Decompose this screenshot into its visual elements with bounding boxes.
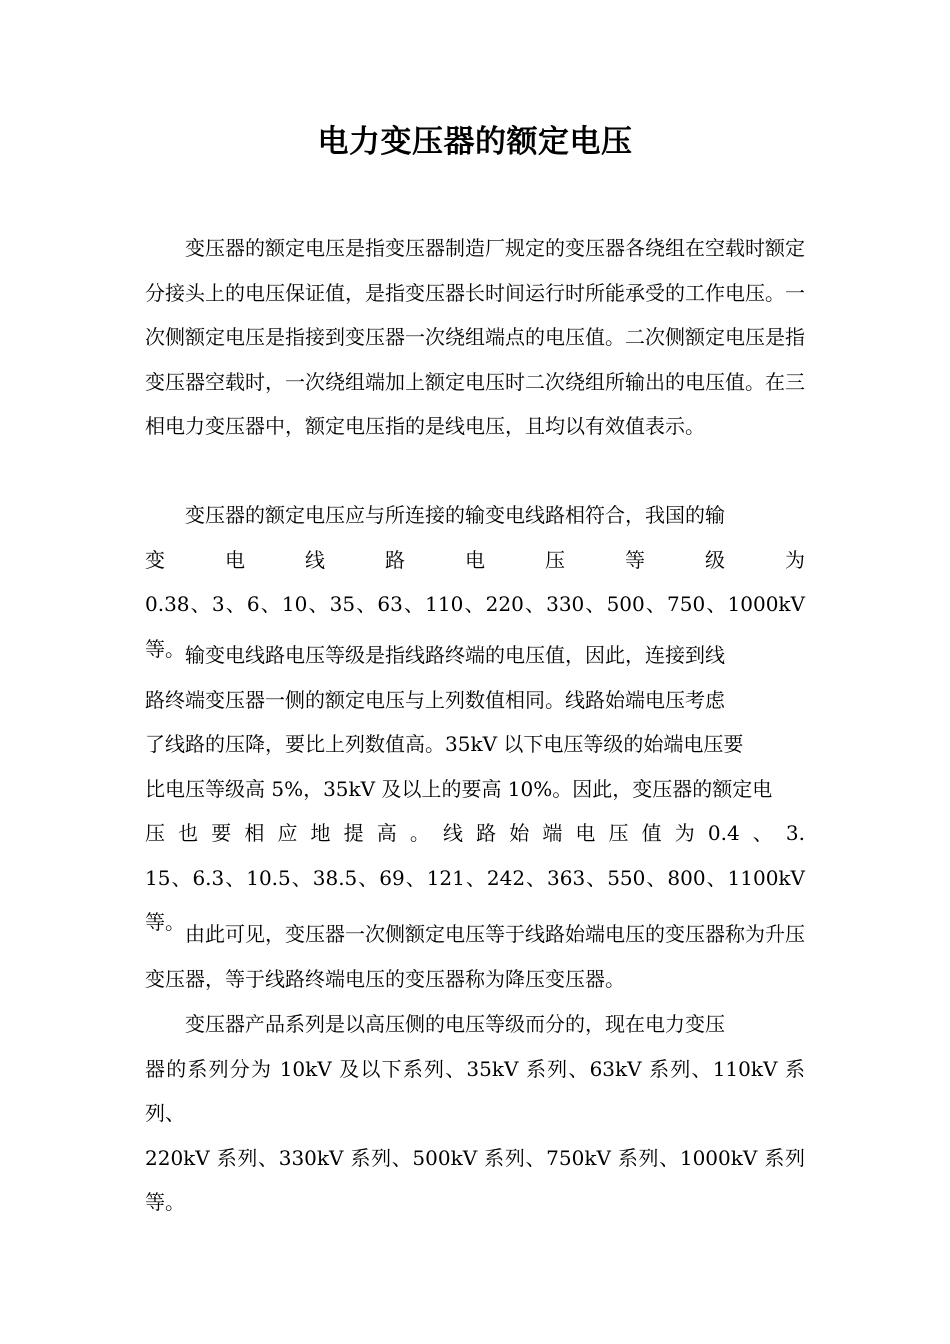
spread-char: 电 <box>575 821 596 845</box>
spread-char: 级 <box>705 547 725 572</box>
paragraph-line: 输变电线路电压等级是指线路终端的电压值，因此，连接到线 <box>185 643 725 667</box>
spread-char: 线 <box>305 547 325 572</box>
paragraph-spread-line <box>145 538 805 583</box>
spread-char: 为 <box>674 821 695 845</box>
spread-char: 为 <box>785 547 805 572</box>
spread-char: 。 <box>409 821 430 845</box>
paragraph-step-up-step-down: 由此可见，变压器一次侧额定电压等于线路始端电压的变压器称为升压变压器，等于线路终端电压的变压器称为降压变压器。 <box>145 922 805 991</box>
spread-char: 压 <box>145 821 165 845</box>
spread-char: 值 <box>641 821 662 845</box>
spread-char: 始 <box>509 821 530 845</box>
spread-char: 地 <box>310 821 331 845</box>
spread-char: 应 <box>277 821 298 845</box>
spread-char: 0.4 <box>707 821 740 845</box>
spread-char: 3. <box>785 821 805 845</box>
paragraph-line: 变压器产品系列是以高压侧的电压等级而分的，现在电力变压 <box>185 1012 725 1036</box>
spread-char: 变 <box>145 547 165 572</box>
spread-char: 压 <box>545 547 565 572</box>
paragraph-line: 变压器的额定电压应与所连接的输变电线路相符合，我国的输 <box>185 503 725 527</box>
paragraph-spread-line <box>145 811 805 856</box>
paragraph-line: 路终端变压器一侧的额定电压与上列数值相同。线路始端电压考虑 <box>145 687 725 712</box>
paragraph-line: 220kV 系列、330kV 系列、500kV 系列、750kV 系列、1000kV 系列等。 <box>145 1145 805 1214</box>
paragraph-line-voltage-levels <box>145 633 805 945</box>
paragraph-line: 0.38、3、6、10、35、63、110、220、330、500、750、1000kV 等。 <box>145 592 805 661</box>
spread-char: 压 <box>608 821 629 845</box>
spread-char: 电 <box>465 547 485 572</box>
spread-char: 提 <box>343 821 364 845</box>
spread-char: 要 <box>211 821 232 845</box>
spread-char: 路 <box>476 821 497 845</box>
spread-char: 也 <box>178 821 199 845</box>
paragraph-line: 15、6.3、10.5、38.5、69、121、242、363、550、800、1100kV 等。 <box>145 865 805 934</box>
paragraph-product-series <box>145 1002 805 1225</box>
paragraph-line: 比电压等级高 5%，35kV 及以上的要高 10%。因此，变压器的额定电 <box>145 776 773 801</box>
spread-char: 高 <box>376 821 397 845</box>
spread-char: 、 <box>752 821 773 845</box>
paragraph-line: 了线路的压降，要比上列数值高。35kV 以下电压等级的始端电压要 <box>145 732 744 756</box>
paragraph-line: 器的系列分为 10kV 及以下系列、35kV 系列、63kV 系列、110kV 系列、 <box>145 1056 805 1125</box>
spread-char: 路 <box>385 547 405 572</box>
spread-char: 等 <box>625 547 645 572</box>
spread-char: 电 <box>225 547 245 572</box>
spread-char: 线 <box>442 821 463 845</box>
paragraph-rated-voltage-definition: 变压器的额定电压是指变压器制造厂规定的变压器各绕组在空载时额定分接头上的电压保证值，是指变压器长时间运行时所能承受的工作电压。一次侧额定电压是指接到变压器一次绕组端点的电压值。二次侧额定电压是指变压器空载时，一次绕组端加上额定电压时二次绕组所输出的电压值。在三相电力变压器中，额定电压指的是线电压，且均以有效值表示。 <box>145 236 805 438</box>
spread-char: 端 <box>542 821 563 845</box>
spread-char: 相 <box>244 821 265 845</box>
document-title: 电力变压器的额定电压 <box>317 124 633 160</box>
